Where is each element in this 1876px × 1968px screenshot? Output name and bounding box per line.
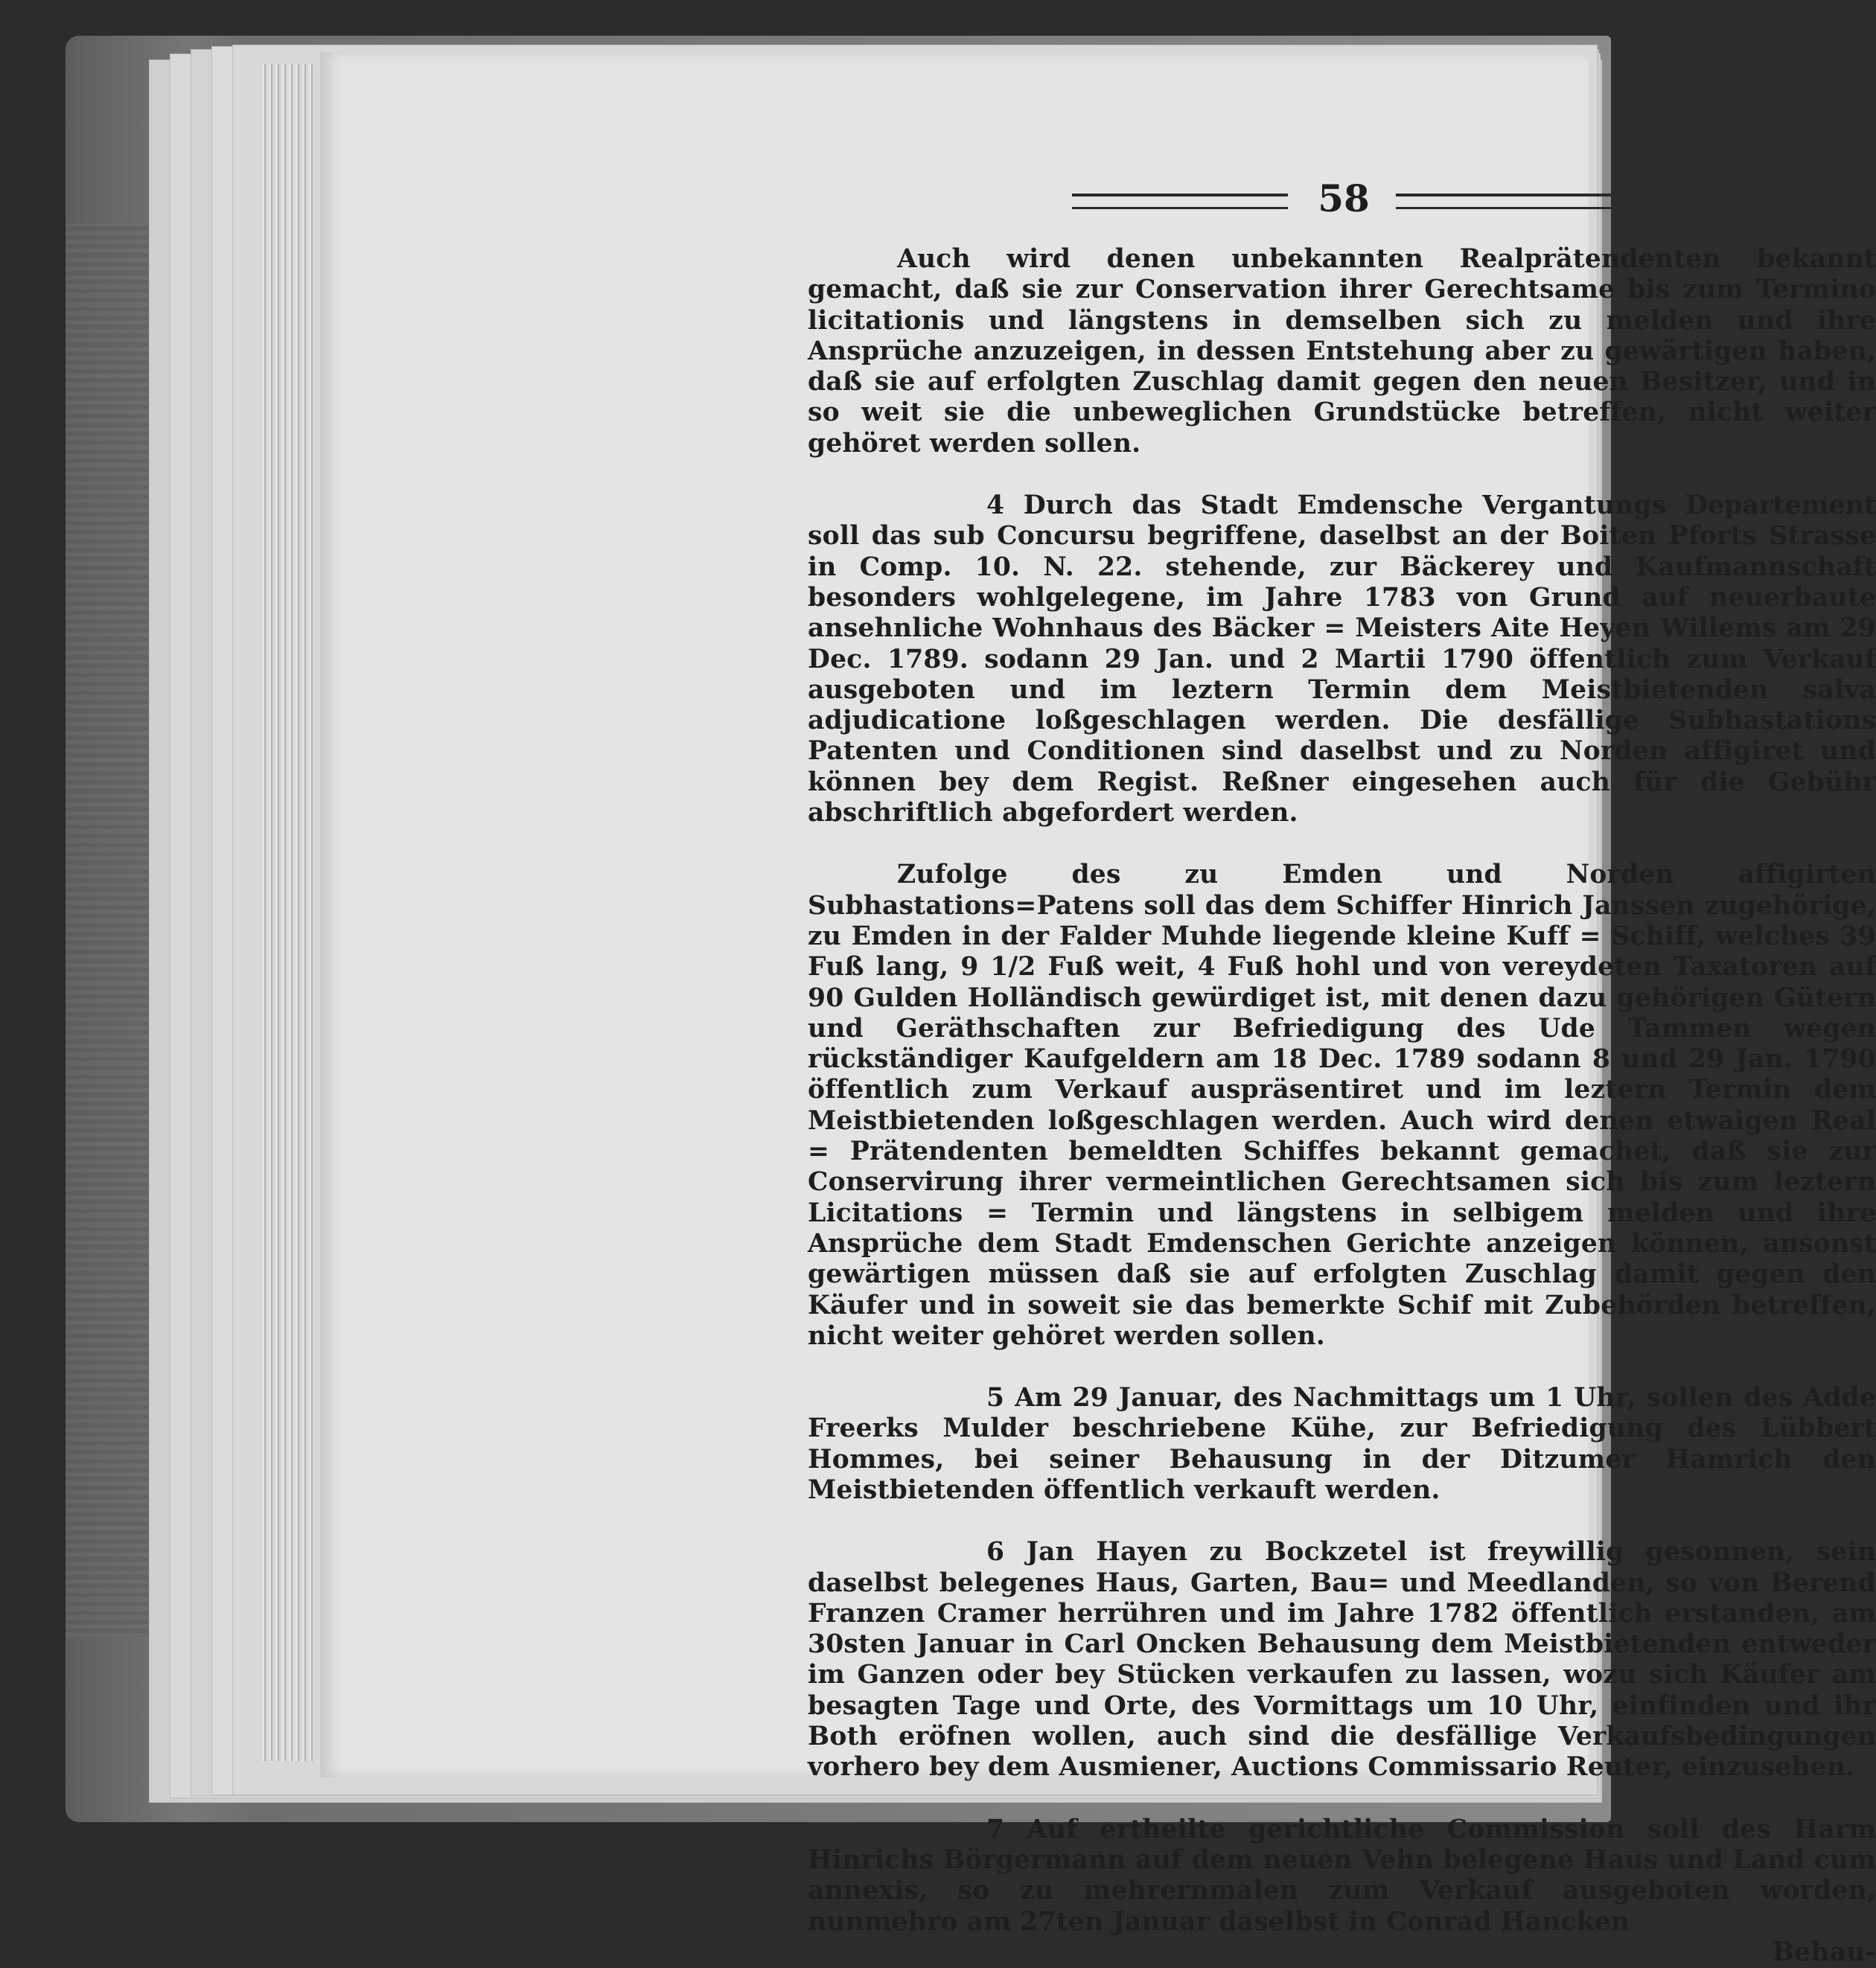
paragraph: [808, 860, 1876, 1352]
paragraph: [808, 1537, 1876, 1783]
paragraph-number: 4: [986, 491, 1005, 521]
paragraph-number: 6: [986, 1537, 1005, 1568]
body-text: [808, 244, 1876, 1968]
paragraph-text: Zufolge des zu Emden und Norden affigirten Subhastations=Patens soll das dem Schiffer Hinrich Janssen zugehörige, zu Emden in der Falder Muhde liegende kleine Kuff = Schiff, welches 39 Fuß lang, 9 1/2 Fuß weit, 4 Fuß hohl und von vereydeten Taxatoren auf 90 Gulden Holländisch gewürdiget ist, mit denen dazu gehörigen Gütern und Geräthschaften zur Befriedigung des Ude Tammen wegen rückständiger Kaufgeldern am 18 Dec. 1789 sodann 8 und 29 Jan. 1790 öffentlich zum Verkauf auspräsentiret und im leztern Termin dem Meistbietenden loßgeschlagen werden. Auch wird denen etwaigen Real = Prätendenten bemeldten Schiffes bekannt gemachet, daß sie zur Conservirung ihrer vermeintlichen Gerechtsamen sich bis zum leztern Licitations = Termin und längstens in selbigem melden und ihre Ansprüche dem Stadt Emdenschen Gerichte anzeigen können, ansonst gewärtigen müssen daß sie auf erfolgten Zuschlag damit gegen den Käufer und in soweit sie das bemerkte Schif mit Zubehörden betreffen, nicht weiter gehöret werden sollen.: [808, 860, 1876, 1351]
header-rule-right: [1396, 194, 1612, 209]
paragraph: [808, 1383, 1876, 1506]
page-content: [808, 156, 1876, 1967]
printed-page: [320, 52, 1876, 1967]
paragraph-text: Auf ertheilte gerichtliche Commission soll des Harm Hinrichs Börgermann auf dem neuen Vehn belegene Haus und Land cum annexis, so zu mehrernmalen zum Verkauf ausgeboten worden, nunmehro am 27ten Januar daselbst in Conrad Hancken: [808, 1814, 1876, 1937]
catchword: Behau-: [1772, 1937, 1876, 1967]
paragraph-text: Am 29 Januar, des Nachmittags um 1 Uhr, sollen des Adde Freerks Mulder beschriebene Kühe, zur Befriedigung des Lübbert Hommes, bei seiner Behausung in der Ditzumer Hamrich den Meistbietenden öffentlich verkauft werden.: [808, 1383, 1876, 1505]
paragraph: [808, 1815, 1876, 1968]
paragraph: [808, 491, 1876, 828]
paragraph: [808, 244, 1876, 459]
page-edges: [262, 64, 316, 1761]
page-header: [808, 173, 1876, 225]
paragraph-text: Durch das Stadt Emdensche Vergantungs Departement soll das sub Concursu begriffene, daselbst an der Boiten Pforts Strasse in Comp. 10. N. 22. stehende, zur Bäckerey und Kaufmannschaft besonders wohlgelegene, im Jahre 1783 von Grund auf neuerbaute ansehnliche Wohnhaus des Bäcker = Meisters Aite Heyen Willems am 29 Dec. 1789. sodann 29 Jan. und 2 Martii 1790 öffentlich zum Verkauf ausgeboten und im leztern Termin dem Meistbietenden salva adjudicatione loßgeschlagen werden. Die desfällige Subhastations Patenten und Conditionen sind daselbst und zu Norden affigiret und können bey dem Regist. Reßner eingesehen auch für die Gebühr abschriftlich abgefordert werden.: [808, 491, 1876, 828]
paragraph-number: 5: [986, 1383, 1005, 1413]
cover-spine: [66, 223, 155, 1638]
paragraph-text: Auch wird denen unbekannten Realprätendenten bekannt gemacht, daß sie zur Conservation ihrer Gerechtsame bis zum Termino licitationis und längstens in demselben sich zu melden und ihre Ansprüche anzuzeigen, in dessen Entstehung aber zu gewärtigen haben, daß sie auf erfolgten Zuschlag damit gegen den neuen Besitzer, und in so weit sie die unbeweglichen Grundstücke betreffen, nicht weiter gehöret werden sollen.: [808, 244, 1876, 459]
header-rule-left: [1072, 194, 1288, 209]
page-number: 58: [1318, 176, 1370, 220]
paragraph-number: 7: [986, 1814, 1005, 1844]
paragraph-text: Jan Hayen zu Bockzetel ist freywillig gesonnen, sein daselbst belegenes Haus, Garten, Bau= und Meedlanden, so von Berend Franzen Cramer herrühren und im Jahre 1782 öffentlich erstanden, am 30sten Januar in Carl Oncken Behausung dem Meistbietenden entweder im Ganzen oder bey Stücken verkaufen zu lassen, wozu sich Käufer am besagten Tage und Orte, des Vormittags um 10 Uhr, einfinden und ihr Both eröfnen wollen, auch sind die desfällige Verkaufsbedingungen vorhero bey dem Ausmiener, Auctions Commissario Reuter, einzusehen.: [808, 1537, 1876, 1783]
